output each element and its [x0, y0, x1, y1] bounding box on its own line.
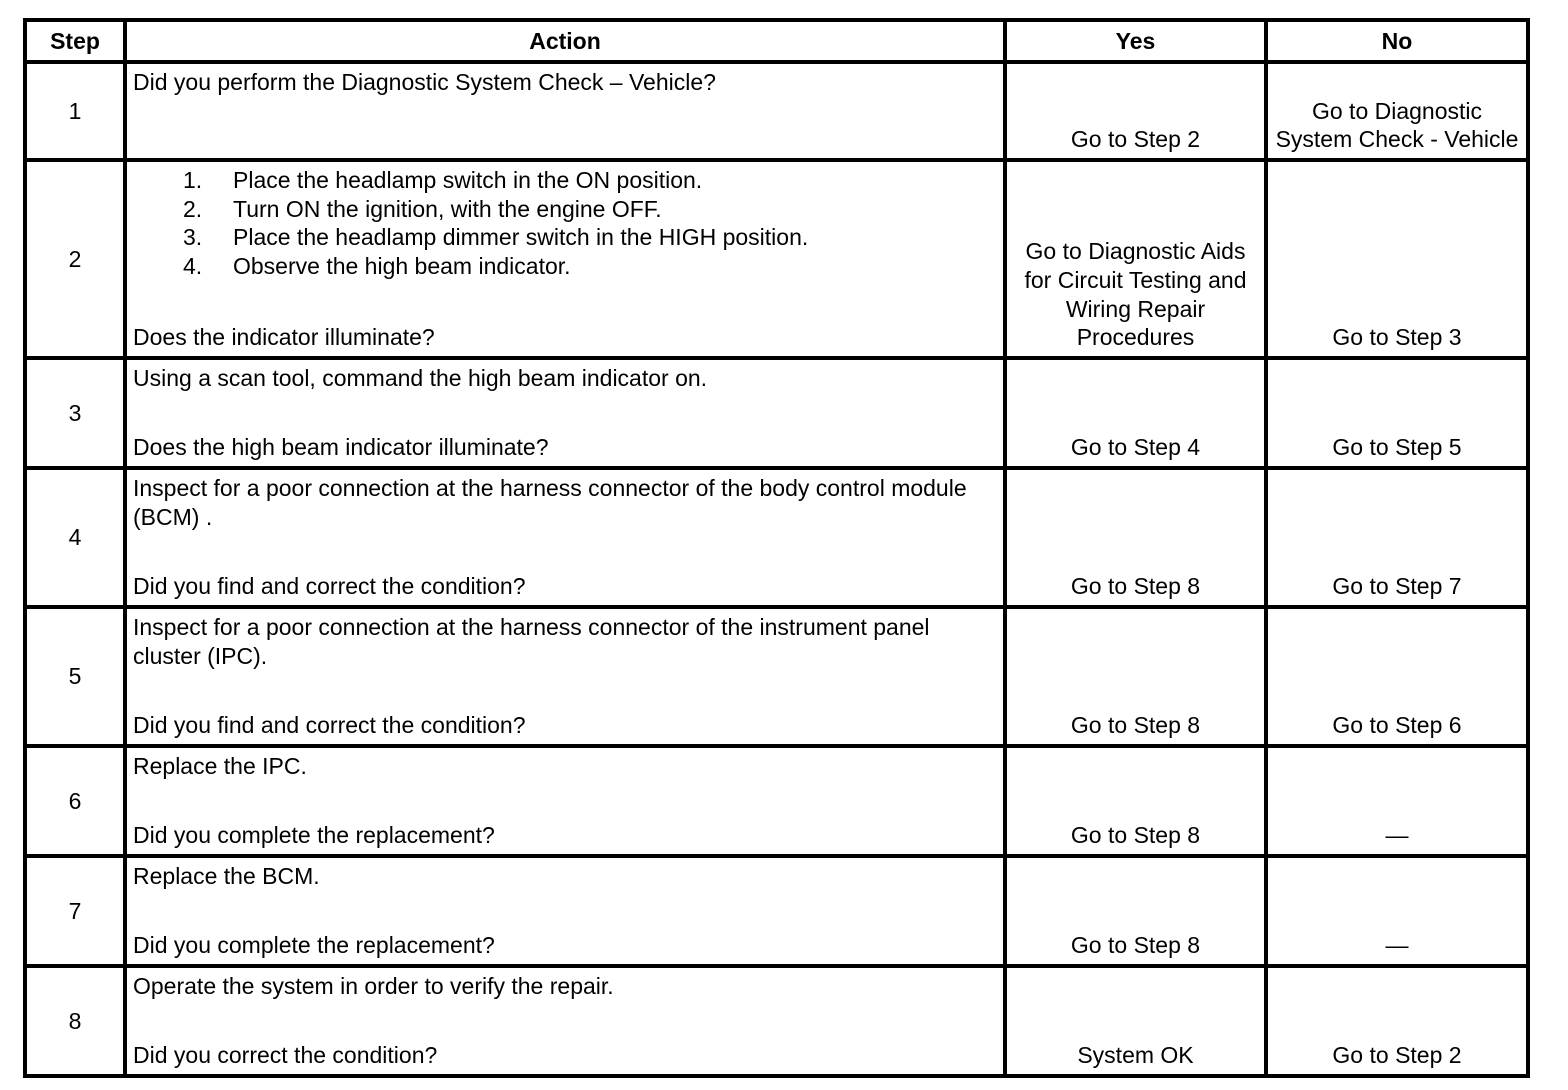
- yes-result: Go to Step 8: [1005, 468, 1266, 607]
- step-number: 4: [25, 468, 125, 607]
- no-result: —: [1266, 856, 1528, 966]
- no-result: Go to Step 5: [1266, 358, 1528, 468]
- header-row: [25, 20, 1528, 62]
- table-row: [25, 62, 1528, 160]
- action-cell: [125, 62, 1005, 160]
- yes-result: Go to Step 8: [1005, 746, 1266, 856]
- action-question: Does the indicator illuminate?: [133, 324, 435, 351]
- action-cell: [125, 856, 1005, 966]
- step-number: 7: [25, 856, 125, 966]
- action-text: Inspect for a poor connection at the harness connector of the instrument panel cluster (IPC).: [133, 614, 930, 669]
- no-result: Go to Diagnostic System Check - Vehicle: [1266, 62, 1528, 160]
- step-number: 5: [25, 607, 125, 746]
- action-text: Did you perform the Diagnostic System Check – Vehicle?: [133, 69, 716, 95]
- action-cell: [125, 746, 1005, 856]
- action-question: Did you complete the replacement?: [133, 932, 495, 959]
- no-result: —: [1266, 746, 1528, 856]
- substep-item: 4. Observe the high beam indicator.: [183, 253, 571, 280]
- yes-result: Go to Step 8: [1005, 607, 1266, 746]
- header-action: Action: [125, 20, 1005, 62]
- table-row: [25, 856, 1528, 966]
- no-result: Go to Step 6: [1266, 607, 1528, 746]
- table-row: [25, 160, 1528, 358]
- step-number: 3: [25, 358, 125, 468]
- action-cell: [125, 160, 1005, 358]
- yes-result: Go to Step 8: [1005, 856, 1266, 966]
- action-cell: [125, 468, 1005, 607]
- substep-item: 3. Place the headlamp dimmer switch in the HIGH position.: [183, 224, 809, 251]
- yes-result: Go to Step 4: [1005, 358, 1266, 468]
- action-text: Replace the BCM.: [133, 863, 320, 889]
- yes-result: Go to Diagnostic Aids for Circuit Testing and Wiring Repair Procedures: [1005, 160, 1266, 358]
- table-row: [25, 358, 1528, 468]
- action-question: Did you find and correct the condition?: [133, 573, 526, 600]
- header-yes: Yes: [1005, 20, 1266, 62]
- action-question: Did you find and correct the condition?: [133, 712, 526, 739]
- action-question: Does the high beam indicator illuminate?: [133, 434, 549, 461]
- action-cell: [125, 966, 1005, 1076]
- action-text: Inspect for a poor connection at the harness connector of the body control module (BCM) .: [133, 475, 967, 530]
- action-question: Did you correct the condition?: [133, 1042, 438, 1069]
- header-no: No: [1266, 20, 1528, 62]
- step-number: 2: [25, 160, 125, 358]
- table-row: [25, 966, 1528, 1076]
- action-text: Operate the system in order to verify the repair.: [133, 973, 614, 999]
- step-number: 8: [25, 966, 125, 1076]
- no-result: Go to Step 2: [1266, 966, 1528, 1076]
- header-step: Step: [25, 20, 125, 62]
- step-number: 6: [25, 746, 125, 856]
- substep-list: [133, 166, 997, 281]
- action-question: Did you complete the replacement?: [133, 822, 495, 849]
- yes-result: System OK: [1005, 966, 1266, 1076]
- action-cell: [125, 607, 1005, 746]
- diagnostic-table: [23, 18, 1530, 1078]
- substep-item: 1. Place the headlamp switch in the ON position.: [183, 167, 703, 193]
- table-row: [25, 468, 1528, 607]
- no-result: Go to Step 7: [1266, 468, 1528, 607]
- step-number: 1: [25, 62, 125, 160]
- action-cell: [125, 358, 1005, 468]
- action-text: Replace the IPC.: [133, 753, 307, 779]
- yes-result: Go to Step 2: [1005, 62, 1266, 160]
- table-row: [25, 607, 1528, 746]
- action-text: Using a scan tool, command the high beam indicator on.: [133, 365, 708, 391]
- table-row: [25, 746, 1528, 856]
- no-result: Go to Step 3: [1266, 160, 1528, 358]
- substep-item: 2. Turn ON the ignition, with the engine OFF.: [183, 195, 662, 222]
